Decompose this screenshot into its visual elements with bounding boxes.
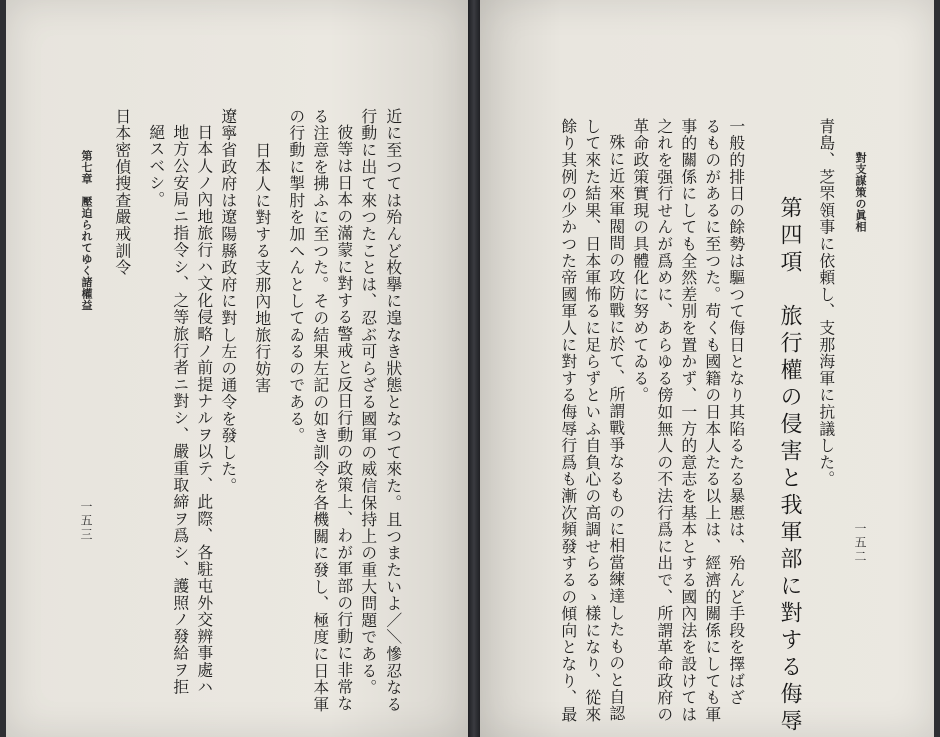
quoted-directive-line: 絕スベシ。 <box>146 124 166 208</box>
left-page <box>6 0 468 737</box>
text-line: して來た結果、日本軍怖るに足らずといふ自負心の高調せらるゝ樣になり、從來 <box>582 118 602 723</box>
text-line: 一般的排日の餘勢は驅つて侮日となり其陷るたる暴慝は、殆んど手段を擇ばざ <box>726 118 746 706</box>
text-line: る注意を拂ふに至つた。その結果左記の如き訓令を各機關に發し、極度に日本軍 <box>310 108 330 713</box>
text-line: の行動に掣肘を加へんとしてゐるのである。 <box>286 108 306 444</box>
right-page <box>480 0 934 737</box>
text-line: 殊に近來軍閥間の攻防戰に於て、所謂戰爭なるものに相當練達したものと自認 <box>606 134 626 722</box>
subsection-heading: 日本密偵搜查嚴戒訓令 <box>112 108 132 276</box>
text-line: 事的關係にしても全然差別を置かず、一方的意志を基本とする國內法を設けては <box>678 118 698 723</box>
text-line: 青島、芝罘領事に依頼し、支那海軍に抗議した。 <box>816 118 836 488</box>
text-line: 近に至つては殆んど枚擧に遑なき狀態となつて來た。且つまたいよ／＼慘忍なる <box>383 108 403 713</box>
page-number: 一五三 <box>79 500 93 542</box>
text-line: 之れを强行せんが爲めに、あらゆる傍如無人の不法行爲に出で、所謂革命政府の <box>654 118 674 723</box>
text-line: 彼等は日本の滿蒙に對する警戒と反日行動の政策上、わが軍部の行動に非常な <box>334 124 354 712</box>
page-number: 一五二 <box>853 522 867 564</box>
chapter-footer: 第七章 壓迫られてゆく諸權益 <box>80 150 93 311</box>
text-line: 餘り其例の少かつた帝國軍人に對する侮辱行爲も漸次頻發するの傾向となり、最 <box>558 118 578 723</box>
running-header: 對支謀策の眞相 <box>854 152 867 233</box>
quoted-directive-line: 地方公安局ニ指令シ、之等旅行者ニ對シ、嚴重取締ヲ爲シ、護照ノ發給ヲ拒 <box>170 124 190 696</box>
text-line: 革命政策實現の具體化に努めてゐる。 <box>630 118 650 404</box>
text-line: 遼寧省政府は遼陽縣政府に對し左の通令を發した。 <box>218 108 238 495</box>
quoted-directive-line: 日本人ノ內地旅行ハ文化侵略ノ前提ナルヲ以テ、此際、各駐屯外交辨事處ハ <box>194 124 214 696</box>
subsection-heading: 日本人に對する支那內地旅行妨害 <box>252 142 272 394</box>
book-gutter <box>468 0 480 737</box>
text-line: 行動に出て來つたことは、忍ぶ可らざる國軍の威信保持上の重大問題である。 <box>358 108 378 696</box>
section-heading: 第四項 旅行權の侵害と我軍部に對する侮辱 <box>777 196 802 736</box>
text-line: るものがあるに至つた。苟くも國籍の日本人たる以上は、經濟的關係にしても軍 <box>702 118 722 723</box>
